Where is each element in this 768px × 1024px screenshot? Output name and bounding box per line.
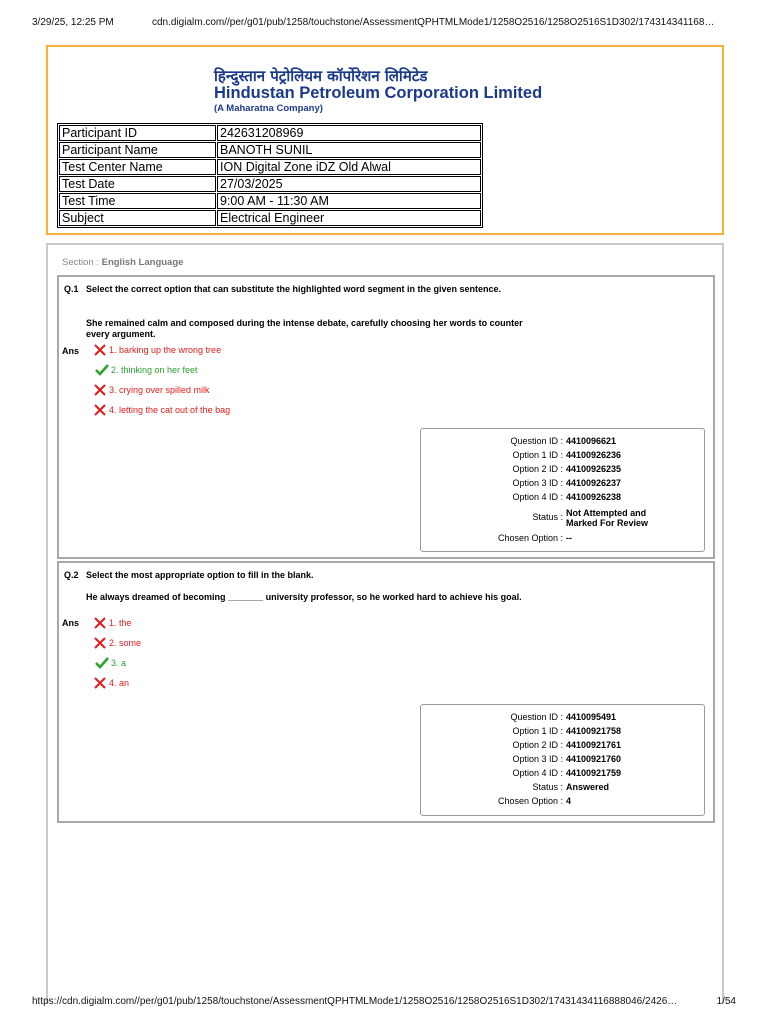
option-text: 1. barking up the wrong tree — [109, 345, 222, 355]
option3-id-value: 44100926237 — [566, 478, 622, 488]
option-text: 2. thinking on her feet — [111, 365, 198, 375]
question-id-label: Question ID : — [510, 712, 563, 722]
option-item — [93, 364, 198, 376]
option2-id-label: Option 2 ID : — [512, 740, 563, 750]
page-number: 1/54 — [716, 996, 736, 1007]
table-row — [59, 193, 481, 209]
question-number: Q.2 — [64, 570, 79, 580]
participant-id-value: 242631208969 — [217, 125, 481, 141]
option-text: 2. some — [109, 638, 142, 648]
option2-id-value: 44100926235 — [566, 464, 622, 474]
participant-name-label: Participant Name — [59, 142, 216, 158]
option-text: 1. the — [109, 618, 132, 628]
question-number: Q.1 — [64, 284, 79, 294]
test-date-label: Test Date — [59, 176, 216, 192]
option3-id-label: Option 3 ID : — [512, 478, 563, 488]
print-date: 3/29/25, 12:25 PM — [32, 17, 114, 28]
cross-icon — [93, 677, 107, 689]
status-label: Status : — [532, 782, 563, 792]
ans-label: Ans — [62, 618, 80, 628]
section-title — [62, 257, 183, 268]
option-text: 3. a — [111, 658, 127, 668]
section-panel — [46, 243, 724, 1003]
chosen-option-value: -- — [566, 533, 572, 543]
option-item — [93, 384, 210, 396]
table-row — [59, 176, 481, 192]
chosen-option-label: Chosen Option : — [497, 533, 563, 543]
status-label: Status : — [532, 512, 563, 522]
question-id-value: 4410096621 — [566, 436, 617, 446]
section-prefix: Section : — [62, 257, 99, 268]
option4-id-label: Option 4 ID : — [512, 768, 563, 778]
question-text: Select the most appropriate option to fill in the blank. — [86, 570, 314, 580]
ans-label: Ans — [62, 346, 80, 356]
option2-id-label: Option 2 ID : — [512, 464, 563, 474]
print-url: cdn.digialm.com//per/g01/pub/1258/touchstone/AssessmentQPHTMLMode1/1258O2516/1258O2516S1D302/174314341168… — [152, 17, 715, 28]
header-box — [46, 45, 724, 235]
logo-hindi: हिन्दुस्तान पेट्रोलियम कॉर्पोरेशन लिमिटेड — [214, 67, 428, 85]
status-line: Not Attempted and — [566, 508, 647, 518]
checkmark-icon — [95, 657, 109, 669]
option-text: 3. crying over spilled milk — [109, 385, 210, 395]
section-name: English Language — [101, 257, 184, 268]
option-text: 4. an — [109, 678, 130, 688]
option-item — [93, 617, 132, 629]
chosen-option-value: 4 — [566, 796, 572, 806]
status-line: Marked For Review — [566, 518, 649, 528]
option1-id-label: Option 1 ID : — [512, 450, 563, 460]
checkmark-icon — [95, 364, 109, 376]
test-center-value: ION Digital Zone iDZ Old Alwal — [217, 159, 481, 175]
test-center-label: Test Center Name — [59, 159, 216, 175]
cross-icon — [93, 617, 107, 629]
status-value: Answered — [566, 782, 610, 792]
chosen-option-label: Chosen Option : — [497, 796, 563, 806]
question-text: Select the correct option that can substitute the highlighted word segment in the given sentence. — [86, 284, 502, 294]
subject-label: Subject — [59, 210, 216, 226]
option3-id-label: Option 3 ID : — [512, 754, 563, 764]
logo-tagline: (A Maharatna Company) — [214, 103, 323, 114]
table-row — [59, 159, 481, 175]
participant-id-label: Participant ID — [59, 125, 216, 141]
question-info-box — [420, 428, 705, 552]
cross-icon — [93, 344, 107, 356]
table-row — [59, 125, 481, 141]
table-row — [59, 142, 481, 158]
question-passage: She remained calm and composed during the intense debate, carefully choosing her words to counter every argument. — [86, 318, 523, 339]
participant-name-value: BANOTH SUNIL — [217, 142, 481, 158]
option1-id-value: 44100926236 — [566, 450, 622, 460]
option1-id-label: Option 1 ID : — [512, 726, 563, 736]
option-item — [93, 637, 141, 649]
cross-icon — [93, 384, 107, 396]
question-info-box — [420, 704, 705, 816]
footer-url: https://cdn.digialm.com//per/g01/pub/1258/touchstone/AssessmentQPHTMLMode1/1258O2516/1258O2516S1D302/17431434116888046/2426… — [32, 996, 678, 1007]
option-item — [93, 344, 221, 356]
question-panel — [57, 275, 715, 559]
logo-english: Hindustan Petroleum Corporation Limited — [214, 84, 543, 102]
test-time-value: 9:00 AM - 11:30 AM — [217, 193, 481, 209]
status-value — [566, 508, 648, 528]
option4-id-value: 44100921759 — [566, 768, 622, 778]
participant-table — [57, 123, 483, 228]
question-panel — [57, 561, 715, 823]
option4-id-value: 44100926238 — [566, 492, 622, 502]
cross-icon — [93, 404, 107, 416]
option3-id-value: 44100921760 — [566, 754, 622, 764]
option-item — [93, 404, 230, 416]
table-row — [59, 210, 481, 226]
option4-id-label: Option 4 ID : — [512, 492, 563, 502]
option-text: 4. letting the cat out of the bag — [109, 405, 231, 415]
option-item — [93, 677, 129, 689]
question-passage: He always dreamed of becoming _______ university professor, so he worked hard to achieve his goal. — [86, 592, 522, 602]
test-date-value: 27/03/2025 — [217, 176, 481, 192]
option-item — [93, 657, 126, 669]
test-time-label: Test Time — [59, 193, 216, 209]
option2-id-value: 44100921761 — [566, 740, 622, 750]
cross-icon — [93, 637, 107, 649]
question-id-label: Question ID : — [510, 436, 563, 446]
option1-id-value: 44100921758 — [566, 726, 622, 736]
subject-value: Electrical Engineer — [217, 210, 481, 226]
question-id-value: 4410095491 — [566, 712, 617, 722]
